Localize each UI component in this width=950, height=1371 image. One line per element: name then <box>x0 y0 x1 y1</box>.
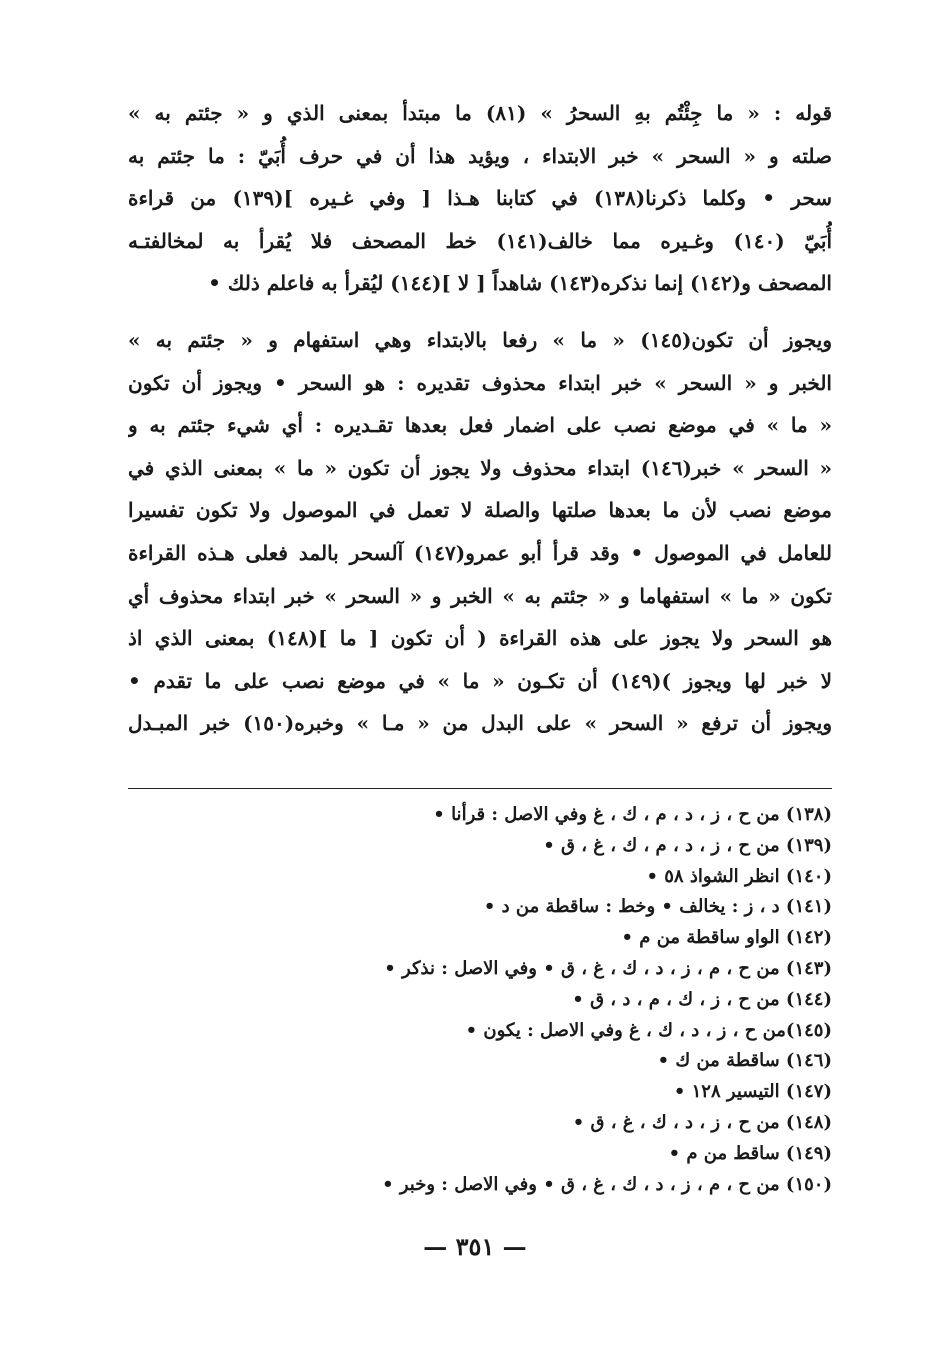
text-line: موضع نصب لأن ما بعدها صلتها والصلة لا تعمل في الموصول ولا تكون تفسيرا <box>128 498 832 523</box>
footnote: (١٤٤) من ح ، ز ، ك ، م ، د ، ق • <box>572 988 832 1010</box>
footnote: (١٤١) د ، ز : يخالف • وخط : ساقطة من د • <box>483 896 832 918</box>
text-line: هو السحر ولا يجوز على هذه القراءة ( أن تكون [ ما ](١٤٨) بمعنى الذي اذ <box>128 626 832 651</box>
footnote: (١٤٨) من ح ، ز ، د ، ك ، غ ، ق • <box>572 1111 832 1133</box>
text-line: للعامل في الموصول • وقد قرأ أبو عمرو(١٤٧) آلسحر بالمد فعلى هـذه القراءة <box>128 540 832 565</box>
footnote: (١٣٩) من ح ، ز ، د ، م ، ك ، غ ، ق • <box>543 834 832 856</box>
text-line: سحر • وكلما ذكرنا(١٣٨) في كتابنا هـذا [ وفي غـيره ](١٣٩) من قراءة <box>128 186 832 211</box>
text-line: الخبر و « السحر » خبر ابتداء محذوف تقديره : هو السحر • ويجوز أن تكون <box>128 370 832 395</box>
page-number: — ٣٥١ — <box>423 1232 527 1261</box>
text-line: تكون « ما » استفهاما و « جئتم به » الخبر و « السحر » خبر ابتداء محذوف أي <box>128 583 832 608</box>
text-line: ويجوز أن تكون(١٤٥) « ما » رفعا بالابتداء وهي استفهام و « جئتم به » <box>128 327 832 352</box>
footnotes <box>250 800 832 1200</box>
text-line: « ما » في موضع نصب على اضمار فعل بعدها تقـديره : أي شيء جئتم به و <box>128 413 832 438</box>
footnote: (١٤٠) انظر الشواذ ٥٨ • <box>646 865 832 887</box>
footnote-divider <box>128 788 832 789</box>
footnote: (١٤٣) من ح ، م ، ز ، د ، ك ، غ ، ق • وفي الاصل : نذكر • <box>384 957 832 979</box>
paragraph-gap <box>128 305 832 319</box>
paragraph-2 <box>128 319 832 745</box>
footnote: (١٣٨) من ح ، ز ، د ، م ، ك ، غ وفي الاصل : قرأنا • <box>433 804 832 825</box>
text-line: صلته و « السحر » خبر الابتداء ، ويؤيد هذا أن في حرف أُبَيّ : ما جئتم به <box>128 143 832 168</box>
text-line: المصحف و(١٤٢) إنما نذكره(١٤٣) شاهداً [ لا ](١٤٤) ليُقرأ به فاعلم ذلك • <box>208 271 832 296</box>
text-line: قوله : « ما جِئْتُم بهِ السحرُ » (٨١) ما مبتدأ بمعنى الذي و « جئتم به » <box>128 101 832 125</box>
footnote: (١٤٧) التيسير ١٢٨ • <box>673 1081 832 1103</box>
main-text <box>128 92 832 745</box>
footnote: (١٤٩) ساقط من م • <box>668 1142 832 1164</box>
text-line: « السحر » خبر(١٤٦) ابتداء محذوف ولا يجوز أن تكون « ما » بمعنى الذي في <box>128 455 832 480</box>
footnote: (١٤٥)من ح ، ز ، د ، ك ، غ وفي الاصل : يكون • <box>465 1019 832 1041</box>
text-line: لا خبر لها ويجوز )(١٤٩) أن تكـون « ما » في موضع نصب على ما تقدم • <box>128 668 832 693</box>
text-line: ويجوز أن ترفع « السحر » على البدل من « مـا » وخبره(١٥٠) خبر المبـدل <box>128 711 832 736</box>
footnote: (١٤٢) الواو ساقطة من م • <box>621 927 832 949</box>
footnote: (١٤٦) ساقطة من ك • <box>657 1050 832 1072</box>
text-line: أُبَيّ (١٤٠) وغـيره مما خالف(١٤١) خط المصحف فلا يُقرأ به لمخالفتـه <box>128 228 832 253</box>
footnote: (١٥٠) من ح ، م ، ز ، د ، ك ، غ ، ق • وفي الاصل : وخبر • <box>382 1173 832 1195</box>
paragraph-1 <box>128 92 832 305</box>
